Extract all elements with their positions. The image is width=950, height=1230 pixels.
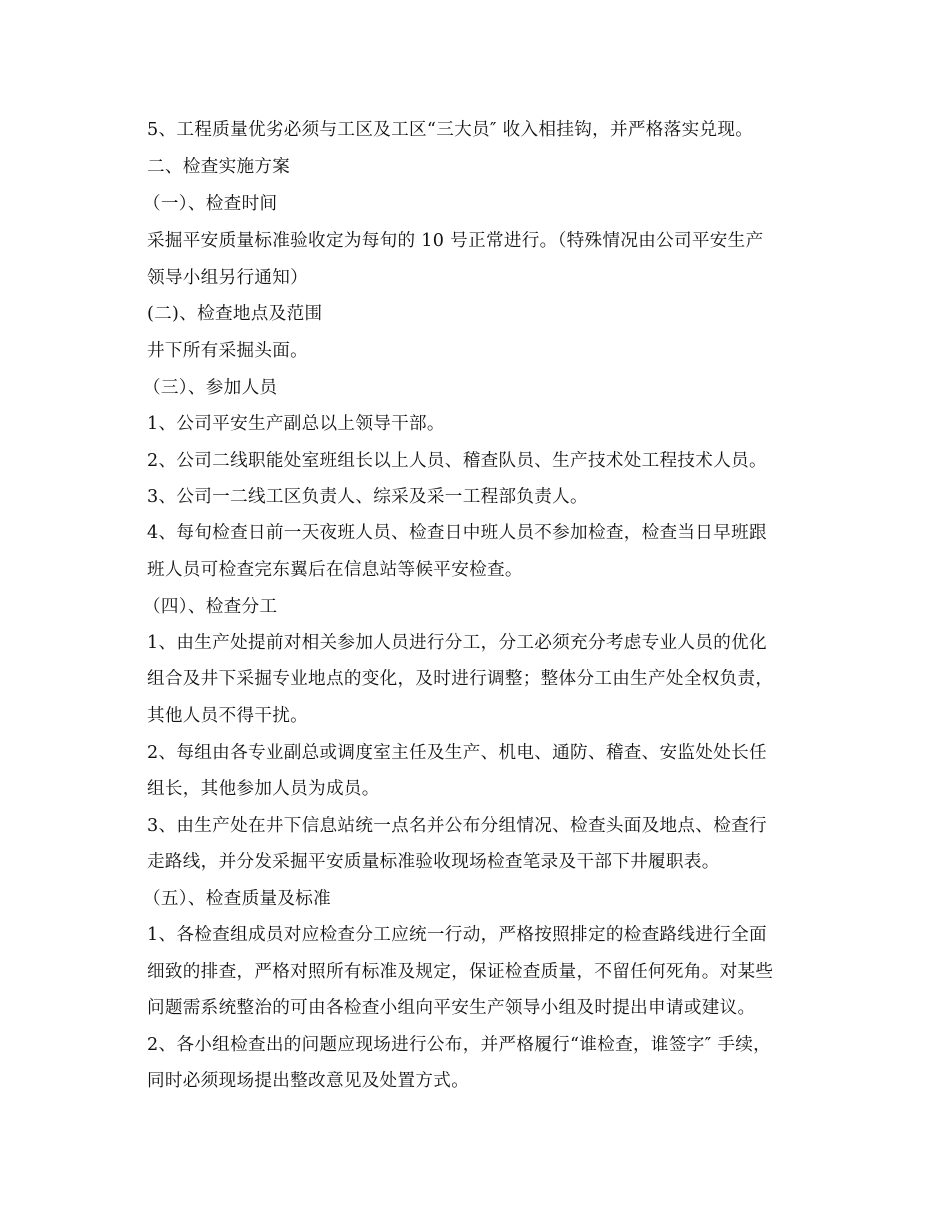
list-item: 2、各小组检查出的问题应现场进行公布，并严格履行“谁检查，谁签字″ 手续， (147, 1035, 772, 1055)
list-item-continuation: 同时必须现场提出整改意见及处置方式。 (147, 1071, 470, 1091)
list-item: 1、各检查组成员对应检查分工应统一行动，严格按照排定的检查路线进行全面 (147, 925, 767, 945)
paragraph-line: 5、工程质量优劣必须与工区及工区“三大员″ 收入相挂钩，并严格落实兑现。 (147, 120, 754, 140)
list-item: 3、公司一二线工区负责人、综采及采一工程部负责人。 (147, 487, 588, 507)
list-item-continuation: 细致的排查，严格对照所有标准及规定，保证检查质量，不留任何死角。对某些 (147, 962, 774, 982)
paragraph-line: 井下所有采掘头面。 (147, 341, 309, 361)
list-item: 2、每组由各专业副总或调度室主任及生产、机电、通防、稽查、安监处处长任 (147, 743, 767, 763)
list-item: 1、由生产处提前对相关参加人员进行分工，分工必须充分考虑专业人员的优化 (147, 633, 767, 653)
list-item: 3、由生产处在井下信息站统一点名并公布分组情况、检查头面及地点、检查行 (147, 816, 767, 836)
paragraph-line: 采掘平安质量标准验收定为每旬的 10 号正常进行。（特殊情况由公司平安生产 (147, 231, 764, 251)
list-item-continuation: 班人员可检查完东翼后在信息站等候平安检查。 (147, 560, 523, 580)
list-item-continuation: 走路线，并分发采掘平安质量标准验收现场检查笔录及干部下井履职表。 (147, 852, 720, 872)
paragraph-line: 领导小组另行通知） (147, 268, 309, 288)
subsection-heading: （一）、检查时间 (143, 194, 278, 214)
list-item: 1、公司平安生产副总以上领导干部。 (147, 414, 445, 434)
subsection-heading: （五）、检查质量及标准 (143, 889, 332, 909)
list-item-continuation: 组合及井下采掘专业地点的变化，及时进行调整；整体分工由生产处全权负责， (147, 669, 774, 689)
list-item-continuation: 组长，其他参加人员为成员。 (147, 779, 380, 799)
subsection-heading: (二)、检查地点及范围 (147, 304, 323, 324)
section-heading: 二、检查实施方案 (147, 157, 291, 177)
list-item-continuation: 问题需系统整治的可由各检查小组向平安生产领导小组及时提出申请或建议。 (147, 998, 756, 1018)
subsection-heading: （四）、检查分工 (143, 597, 278, 617)
list-item: 4、每旬检查日前一天夜班人员、检查日中班人员不参加检查，检查当日早班跟 (147, 523, 767, 543)
subsection-heading: （三）、参加人员 (143, 378, 278, 398)
list-item-continuation: 其他人员不得干扰。 (147, 706, 309, 726)
list-item: 2、公司二线职能处室班组长以上人员、稽查队员、生产技术处工程技术人员。 (147, 451, 767, 471)
